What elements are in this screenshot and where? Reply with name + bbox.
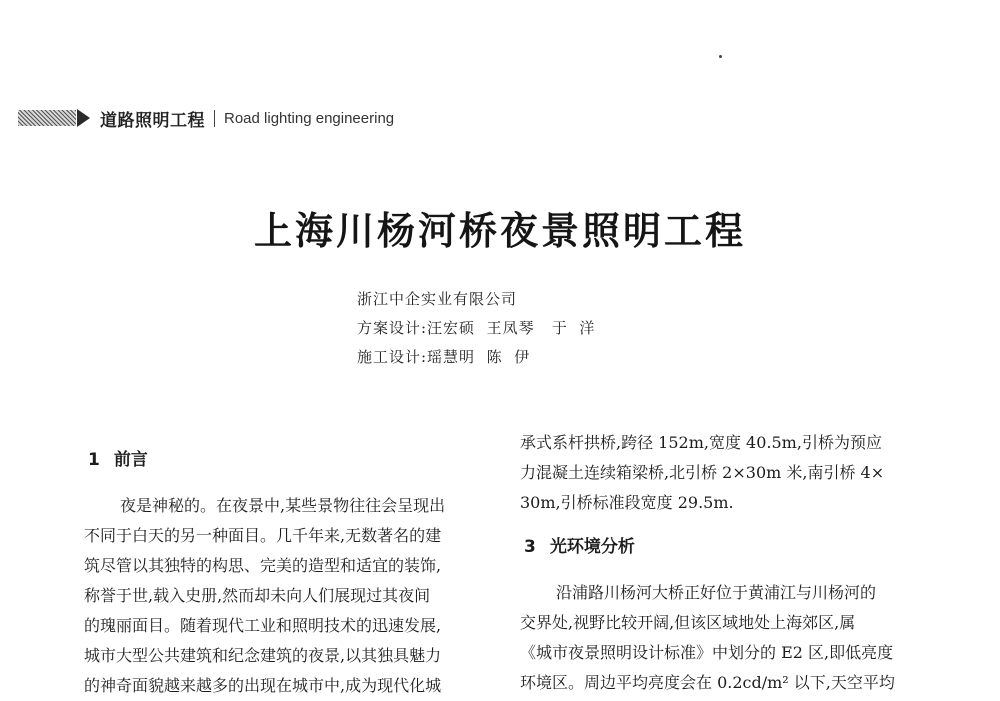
scan-speck: [719, 55, 722, 58]
credits-block: [357, 285, 595, 372]
body-line: 夜是神秘的。在夜景中,某些景物往往会呈现出: [120, 496, 446, 515]
article-title: 上海川杨河桥夜景照明工程: [253, 209, 746, 253]
body-line: 不同于白天的另一种面目。几千年来,无数著名的建: [84, 526, 442, 545]
section-name-zh: 道路照明工程: [100, 110, 205, 131]
section-separator: [214, 110, 215, 127]
body-line: 的神奇面貌越来越多的出现在城市中,成为现代化城: [84, 676, 442, 695]
heading-number: 3: [524, 537, 536, 557]
hatch-pattern-decoration: [18, 110, 76, 126]
body-line: 《城市夜景照明设计标准》中划分的 E2 区,即低亮度: [520, 643, 894, 662]
body-line: 沿浦路川杨河大桥正好位于黄浦江与川杨河的: [556, 583, 877, 602]
construction-design-credit: 施工设计:瑶慧明 陈 伊: [357, 348, 531, 366]
heading-text: 光环境分析: [549, 537, 635, 557]
body-line: 称誉于世,载入史册,然而却未向人们展现过其夜间: [84, 586, 431, 605]
body-line: 的瑰丽面目。随着现代工业和照明技术的迅速发展,: [84, 616, 442, 635]
section-heading-3: [524, 532, 930, 562]
heading-number: 1: [88, 450, 100, 470]
body-line: 城市大型公共建筑和纪念建筑的夜景,以其独具魅力: [84, 646, 442, 665]
company-name: 浙江中企实业有限公司: [357, 290, 518, 308]
body-line: 交界处,视野比较开阔,但该区域地处上海郊区,属: [520, 613, 856, 632]
body-line: 筑尽管以其独特的构思、完美的造型和适宜的装饰,: [84, 556, 442, 575]
body-line: 30m,引桥标准段宽度 29.5m.: [520, 493, 734, 512]
chevron-right-icon: [77, 109, 90, 127]
heading-text: 前言: [113, 450, 148, 470]
scheme-design-credit: 方案设计:汪宏硕 王凤琴 于 洋: [357, 319, 596, 337]
right-column: [520, 428, 930, 698]
section-header: [18, 106, 394, 130]
body-line: 环境区。周边平均亮度会在 0.2cd/m² 以下,天空平均: [520, 673, 895, 692]
body-line: 承式系杆拱桥,跨径 152m,宽度 40.5m,引桥为预应: [520, 433, 882, 452]
body-line: 力混凝土连续箱梁桥,北引桥 2×30m 米,南引桥 4×: [520, 463, 885, 482]
section-name-en: Road lighting engineering: [224, 109, 395, 127]
section-heading-1: [88, 445, 494, 475]
left-column: [84, 445, 494, 701]
